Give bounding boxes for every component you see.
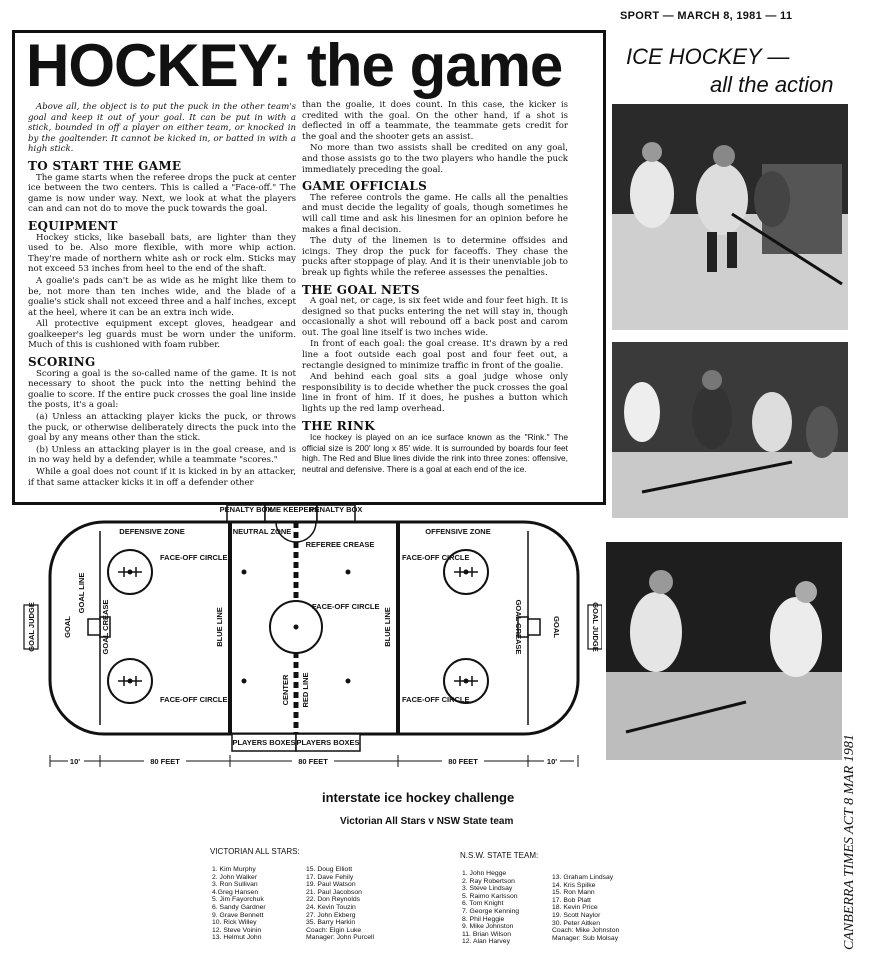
vic-roster-col1 [212,866,266,942]
face-off-circle-label: FACE-OFF CIRCLE [402,695,470,704]
list-item: 22. Don Reynolds [306,896,361,904]
goal-right [528,619,540,635]
vic-roster-col2 [306,866,374,942]
dimension-label: 10' [69,757,81,766]
photo-game-action-1 [612,104,848,330]
paragraph: All protective equipment except gloves, headgear and goalkeeper's leg guards must be worn under the uniform. Much of this is cushioned with foam rubber. [28,319,296,351]
nsw-heading: N.S.W. STATE TEAM: [460,851,539,860]
list-item: 19. Paul Watson [306,881,356,889]
heading-scoring: SCORING [28,355,96,370]
paragraph: The referee controls the game. He calls all the penalties and must decide the legality of goals, though sometimes he will call time and ask his linesmen for an opinion before he makes a final decision. [302,192,568,235]
challenge-subtitle: Victorian All Stars v NSW State team [340,816,514,827]
paragraph: A goalie's pads can't be as wide as he might like them to be, not more than ten inches wide, and the blade of a goalie's stick shall not exceed three and a half inches, except at the heel, where it can be an extra inch wide. [28,275,296,318]
list-item: 2. Ray Robertson [462,877,515,885]
nsw-roster-col1 [462,870,519,946]
players-boxes-label: PLAYERS BOXES [232,738,296,747]
goal-line-label: GOAL LINE [77,572,86,614]
list-item: Manager: Sub Molsay [552,934,619,942]
face-off-circle-label: FACE-OFF CIRCLE [160,553,228,562]
headline: HOCKEY: the game [26,32,563,99]
players-boxes-label: PLAYERS BOXES [296,738,360,747]
intro-paragraph: Above all, the object is to put the puck in the other team's goal and keep it out of your goal. It can be put in with a stick, bounded in off a player on either team, or knocked in by the goaltender. It cannot be kicked in, or batted in with a high stick. [28,102,296,155]
dimension-label: 80 FEET [150,757,180,766]
list-item: 13. Helmut John [212,934,262,942]
neutral-zone-label: NEUTRAL ZONE [232,527,292,536]
list-item: 12. Steve Voinin [212,926,262,934]
paragraph: In front of each goal: the goal crease. It's drawn by a red line a foot outside each goal post and four feet out, a rectangle designed to minimize traffic in front of the goalie. [302,339,568,371]
vic-heading: VICTORIAN ALL STARS: [210,847,300,856]
list-item: 13. Graham Lindsay [552,874,614,881]
dimension-label: 80 FEET [448,757,478,766]
side-title-line1: ICE HOCKEY — [626,44,790,69]
article-column-left [28,102,296,489]
list-item: 27. John Ekberg [306,911,356,919]
heading-rink: THE RINK [302,418,375,433]
dimension-label: 80 FEET [298,757,328,766]
list-item: 19. Scott Naylor [552,911,601,919]
list-item: 4.Greg Hansen [212,888,259,896]
referee-crease-label: REFEREE CREASE [305,540,375,549]
paragraph: And behind each goal sits a goal judge whose only responsibility is to decide whether the puck crosses the goal line in front of him. If it does, he pushes a button which lights up the red lamp overhead. [302,372,568,415]
face-off-circle-label: FACE-OFF CIRCLE [160,695,228,704]
paragraph: (a) Unless an attacking player kicks the puck, or throws the puck, or otherwise deliberately directs the puck into the goal by any means other than the stick. [28,412,296,444]
list-item: 30. Peter Aitken [552,919,600,927]
heading-equipment: EQUIPMENT [28,218,118,233]
goal-judge-label: GOAL JUDGE [27,602,36,652]
dimension-label: 10' [546,757,558,766]
list-item: 15. Ron Mann [552,889,595,897]
list-item: 9. Mike Johnston [462,923,514,931]
list-item: 5. Jim Fayorchuk [212,896,264,904]
list-item: Coach: Elgin Luke [306,926,362,934]
face-off-circle-label: FACE-OFF CIRCLE [312,602,380,611]
photo-game-action-3 [606,542,842,760]
blue-line-label: BLUE LINE [383,607,392,647]
goal-crease-label: GOAL CREASE [101,599,110,655]
goal-label: GOAL [552,616,561,638]
defensive-zone-label: DEFENSIVE ZONE [119,527,185,536]
penalty-box-label: PENALTY BOX [219,505,273,514]
list-item: 1. Kim Murphy [212,866,256,873]
paragraph: A goal net, or cage, is six feet wide and four feet high. It is designed so that pucks entering the net will stay in, though occasionally a shot will rebound off a back post and carom out. The goal line itself is two inches wide. [302,296,568,338]
photo-game-action-2 [612,342,848,518]
paragraph: Hockey sticks, like baseball bats, are lighter than they used to be. Also more flexible, with more whip action. They're made of northern white ash or rock elm. Sticks may not exceed 53 inches from heel to the end of the shaft. [28,232,296,275]
goal-left [88,619,100,635]
center-label: CENTER [281,674,290,706]
list-item: 11. Brian Wilson [462,930,511,938]
side-title-line2: all the action [710,72,834,97]
time-keepers-label: TIME KEEPERS [263,505,319,514]
list-item: 2. John Walker [212,873,258,881]
list-item: 6. Sandy Gardner [212,903,266,911]
list-item: 24. Kevin Touzin [306,903,356,911]
list-item: 18. Kevin Price [552,904,598,912]
article-column-right [302,100,568,476]
section-name: SPORT [620,10,660,22]
page-header: SPORT — MARCH 8, 1981 — 11 [620,10,793,22]
list-item: 10. Rick Willey [212,919,257,927]
list-item: 8. Phil Heggie [462,915,505,923]
goal-judge-label: GOAL JUDGE [591,602,600,652]
nsw-roster-col2 [552,874,619,942]
challenge-title: interstate ice hockey challenge [322,790,515,805]
list-item: 9. Grave Bennett [212,911,264,919]
list-item: 1. John Hegge [462,870,507,877]
list-item: 14. Kris Spilke [552,881,596,889]
source-annotation: CANBERRA TIMES ACT 8 MAR 1981 [842,734,857,950]
paragraph: than the goalie, it does count. In this case, the kicker is credited with the goal. On the other hand, if a shot is deflected in off a teammate, the teammate gets credit for the goal and the shooter gets an assist. [302,100,568,142]
list-item: 12. Alan Harvey [462,938,510,946]
rink-diagram [22,505,602,771]
offensive-zone-label: OFFENSIVE ZONE [425,527,491,536]
blue-line-label: BLUE LINE [215,607,224,647]
list-item: 5. Raimo Karlsson [462,892,518,900]
face-off-circle-label: FACE-OFF CIRCLE [402,553,470,562]
list-item: 17. Dave Fehily [306,873,354,881]
paragraph: The game starts when the referee drops the puck at center ice between the two centers. This is called a "Face-off." The game is now under way. Next, we look at what the players can and can not do to move the puck towards the goal. [28,172,296,215]
penalty-box-label: PENALTY BOX [309,505,363,514]
paragraph: (b) Unless an attacking player is in the goal crease, and is in no way held by a defender, while a teammate "scores." [28,444,296,466]
page-number: 11 [780,10,793,22]
list-item: 6. Tom Knight [462,900,504,908]
list-item: 3. Steve Lindsay [462,885,513,893]
issue-date: MARCH 8, 1981 [677,10,763,22]
list-item: 7. George Kenning [462,907,520,915]
list-item: 21. Paul Jacobson [306,888,362,896]
list-item: Coach: Mike Johnston [552,927,620,935]
heading-start: TO START THE GAME [28,158,182,173]
paragraph: Ice hockey is played on an ice surface known as the "Rink." The official size is 200' long x 85' wide. It is surrounded by boards four feet high. The Red and Blue lines divide the rink into three zones: offensive, neutral and defensive. There is a goal at each end of the ice. [302,432,568,474]
list-item: 3. Ron Sullivan [212,881,258,889]
paragraph: The duty of the linemen is to determine offsides and icings. They drop the puck for faceoffs. They chase the pucks after stoppage of play. And it is their unenviable job to break up fights while the referee assesses the penalties. [302,236,568,278]
list-item: Manager: John Purcell [306,934,375,942]
goal-label: GOAL [63,616,72,638]
list-item: 15. Doug Elliott [306,866,353,873]
goal-crease-label: GOAL CREASE [514,599,523,655]
paragraph: No more than two assists shall be credited on any goal, and those assists go to the two players who handle the puck immediately preceding the goal. [302,143,568,175]
paragraph: Scoring a goal is the so-called name of the game. It is not necessary to shoot the puck into the netting behind the goalie to score. If the entire puck crosses the goal line inside the posts, it's a goal: [28,368,296,411]
list-item: 17. Bob Platt [552,896,591,904]
paragraph: While a goal does not count if it is kicked in by an attacker, if that same attacker kicks it in off a defender other [28,467,296,488]
heading-officials: GAME OFFICIALS [302,179,428,194]
list-item: 35. Barry Harkin [306,919,356,927]
heading-goal-nets: THE GOAL NETS [302,282,420,297]
red-line-label: RED LINE [301,672,310,708]
